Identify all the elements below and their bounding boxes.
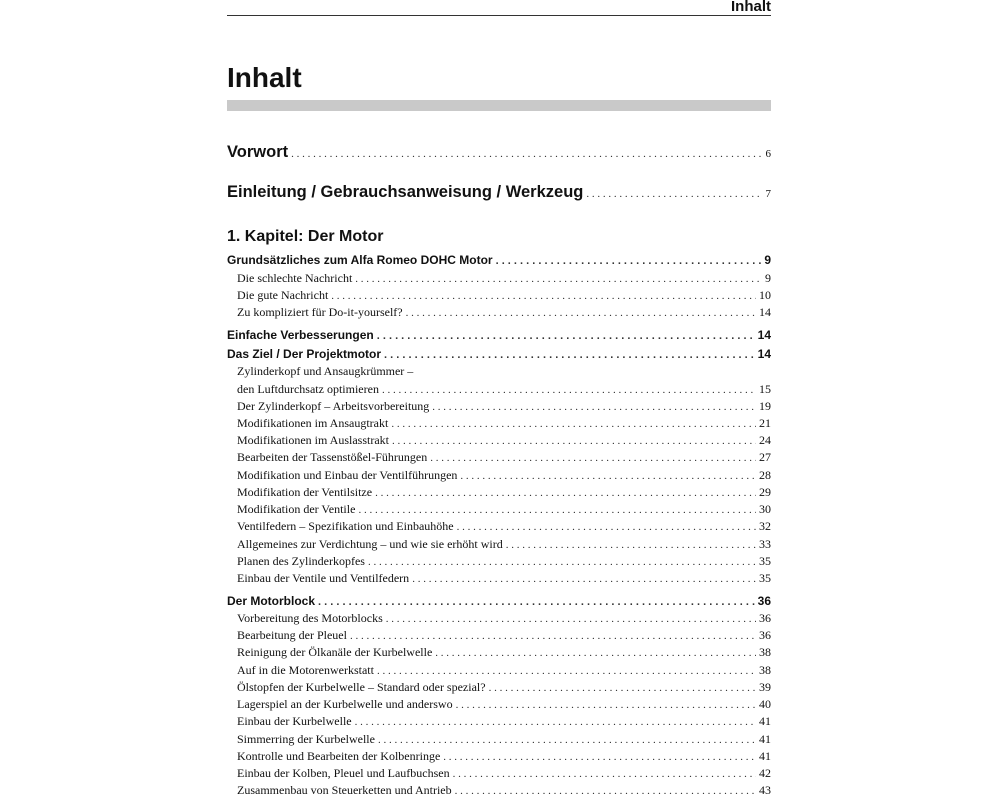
section-label: Einfache Verbesserungen xyxy=(227,328,374,342)
entry-page: 21 xyxy=(759,416,771,430)
toc-page xyxy=(227,0,771,800)
chapter-heading: 1. Kapitel: Der Motor xyxy=(227,228,384,245)
entry-label: Die schlechte Nachricht xyxy=(237,271,353,285)
entry-label: Vorwort xyxy=(227,143,289,161)
toc-entry[interactable] xyxy=(237,382,771,397)
leader-dots xyxy=(291,148,762,160)
leader-dots xyxy=(355,273,762,285)
toc-entry[interactable] xyxy=(237,732,771,747)
entry-label: Kontrolle und Bearbeiten der Kolbenringe xyxy=(237,749,441,763)
toc-entry[interactable] xyxy=(237,305,771,320)
toc-entry[interactable] xyxy=(237,450,771,465)
toc-entry[interactable] xyxy=(237,416,771,431)
leader-dots xyxy=(489,682,756,694)
leader-dots xyxy=(432,401,756,413)
toc-entry[interactable] xyxy=(237,645,771,660)
toc-entry[interactable] xyxy=(237,554,771,569)
toc-entry[interactable] xyxy=(237,485,771,500)
entry-label: Einbau der Kurbelwelle xyxy=(237,714,352,728)
section-page: 9 xyxy=(764,253,771,267)
leader-dots xyxy=(331,290,756,302)
toc-entry[interactable] xyxy=(237,288,771,303)
entry-page: 33 xyxy=(759,537,771,551)
toc-entry[interactable] xyxy=(237,766,771,781)
leader-dots xyxy=(355,716,756,728)
leader-dots xyxy=(392,435,756,447)
entry-label: Der Zylinderkopf – Arbeitsvorbereitung xyxy=(237,399,430,413)
section-page: 36 xyxy=(757,594,771,608)
entry-page: 9 xyxy=(765,271,771,285)
leader-dots xyxy=(382,384,756,396)
leader-dots xyxy=(318,596,755,608)
toc-entry[interactable] xyxy=(237,571,771,586)
toc-entry[interactable] xyxy=(237,399,771,414)
toc-entry[interactable] xyxy=(237,433,771,448)
entry-page: 36 xyxy=(759,611,771,625)
entry-page: 40 xyxy=(759,697,771,711)
leader-dots xyxy=(412,573,756,585)
entry-page: 7 xyxy=(765,188,771,200)
toc-entry[interactable] xyxy=(237,271,771,286)
toc-entry-first-line: Zylinderkopf und Ansaugkrümmer – xyxy=(237,364,414,378)
leader-dots xyxy=(377,330,755,342)
entry-label: Allgemeines zur Verdichtung – und wie sie erhöht wird xyxy=(237,537,503,551)
leader-dots xyxy=(384,349,755,361)
toc-entry[interactable] xyxy=(237,519,771,534)
leader-dots xyxy=(457,521,756,533)
entry-label: Simmerring der Kurbelwelle xyxy=(237,732,375,746)
running-head-text: Inhalt xyxy=(731,0,771,15)
entry-page: 42 xyxy=(759,766,771,780)
entry-page: 15 xyxy=(759,382,771,396)
entry-label: Bearbeiten der Tassenstößel-Führungen xyxy=(237,450,428,464)
entry-label: Reinigung der Ölkanäle der Kurbelwelle xyxy=(237,645,433,659)
entry-label: Einleitung / Gebrauchsanweisung / Werkzeug xyxy=(227,183,584,201)
entry-page: 19 xyxy=(759,399,771,413)
entry-page: 35 xyxy=(759,554,771,568)
entry-page: 41 xyxy=(759,732,771,746)
leader-dots xyxy=(391,418,756,430)
leader-dots xyxy=(430,452,756,464)
title-divider-bar xyxy=(227,100,771,111)
entry-label: Ölstopfen der Kurbelwelle – Standard oder spezial? xyxy=(237,680,486,694)
leader-dots xyxy=(406,307,756,319)
toc-entry[interactable] xyxy=(237,628,771,643)
toc-section[interactable] xyxy=(227,253,771,267)
toc-entry[interactable] xyxy=(237,611,771,626)
entry-page: 41 xyxy=(759,714,771,728)
section-page: 14 xyxy=(757,347,771,361)
entry-label: Auf in die Motorenwerkstatt xyxy=(237,663,374,677)
toc-entry[interactable] xyxy=(237,680,771,695)
toc-section[interactable] xyxy=(227,347,771,361)
entry-label: Modifikationen im Ansaugtrakt xyxy=(237,416,389,430)
entry-page: 39 xyxy=(759,680,771,694)
entry-page: 24 xyxy=(759,433,771,447)
toc-entry[interactable] xyxy=(237,749,771,764)
entry-label: Vorbereitung des Motorblocks xyxy=(237,611,383,625)
leader-dots xyxy=(460,470,756,482)
leader-dots xyxy=(375,487,756,499)
leader-dots xyxy=(586,188,762,200)
running-header xyxy=(227,0,771,16)
entry-label: Bearbeitung der Pleuel xyxy=(237,628,347,642)
leader-dots xyxy=(368,556,756,568)
section-label: Grundsätzliches zum Alfa Romeo DOHC Motor xyxy=(227,253,493,267)
toc-section[interactable] xyxy=(227,594,771,608)
entry-page: 36 xyxy=(759,628,771,642)
section-label: Der Motorblock xyxy=(227,594,316,608)
leader-dots xyxy=(453,768,756,780)
entry-label: Zusammenbau von Steuerketten und Antrieb xyxy=(237,783,452,797)
leader-dots xyxy=(456,699,756,711)
toc-entry-einleitung[interactable] xyxy=(227,183,771,202)
entry-page: 14 xyxy=(759,305,771,319)
entry-page: 43 xyxy=(759,783,771,797)
entry-label: Modifikation und Einbau der Ventilführungen xyxy=(237,468,458,482)
entry-page: 35 xyxy=(759,571,771,585)
toc-entry[interactable] xyxy=(237,783,771,798)
entry-label: Einbau der Ventile und Ventilfedern xyxy=(237,571,410,585)
leader-dots xyxy=(496,255,762,267)
leader-dots xyxy=(377,665,756,677)
leader-dots xyxy=(378,734,756,746)
toc-section[interactable] xyxy=(227,328,771,342)
entry-page: 28 xyxy=(759,468,771,482)
entry-label: Ventilfedern – Spezifikation und Einbauhöhe xyxy=(237,519,454,533)
toc-entry[interactable] xyxy=(237,697,771,712)
section-label: Das Ziel / Der Projektmotor xyxy=(227,347,382,361)
entry-page: 29 xyxy=(759,485,771,499)
leader-dots xyxy=(350,630,756,642)
entry-label: Modifikationen im Auslasstrakt xyxy=(237,433,389,447)
entry-page: 30 xyxy=(759,502,771,516)
entry-label: den Luftdurchsatz optimieren xyxy=(237,382,379,396)
entry-page: 38 xyxy=(759,663,771,677)
entry-label: Modifikation der Ventilsitze xyxy=(237,485,373,499)
entry-page: 27 xyxy=(759,450,771,464)
entry-label: Lagerspiel an der Kurbelwelle und anderswo xyxy=(237,697,453,711)
leader-dots xyxy=(506,539,756,551)
entry-page: 6 xyxy=(765,148,771,160)
page-title: Inhalt xyxy=(227,62,302,93)
section-page: 14 xyxy=(757,328,771,342)
toc-entry[interactable] xyxy=(237,537,771,552)
toc-entry-vorwort[interactable] xyxy=(227,143,771,162)
toc-entry[interactable] xyxy=(237,468,771,483)
toc-entry[interactable] xyxy=(237,663,771,678)
entry-page: 32 xyxy=(759,519,771,533)
entry-label: Zu kompliziert für Do-it-yourself? xyxy=(237,305,403,319)
entry-page: 41 xyxy=(759,749,771,763)
entry-page: 10 xyxy=(759,288,771,302)
entry-label: Modifikation der Ventile xyxy=(237,502,356,516)
toc-entry[interactable] xyxy=(237,502,771,517)
leader-dots xyxy=(455,785,756,797)
toc-entry[interactable] xyxy=(237,714,771,729)
entry-label: Planen des Zylinderkopfes xyxy=(237,554,365,568)
entry-label: Die gute Nachricht xyxy=(237,288,329,302)
entry-page: 38 xyxy=(759,645,771,659)
leader-dots xyxy=(358,504,756,516)
leader-dots xyxy=(443,751,756,763)
leader-dots xyxy=(435,647,756,659)
leader-dots xyxy=(386,613,756,625)
entry-label: Einbau der Kolben, Pleuel und Laufbuchsen xyxy=(237,766,450,780)
